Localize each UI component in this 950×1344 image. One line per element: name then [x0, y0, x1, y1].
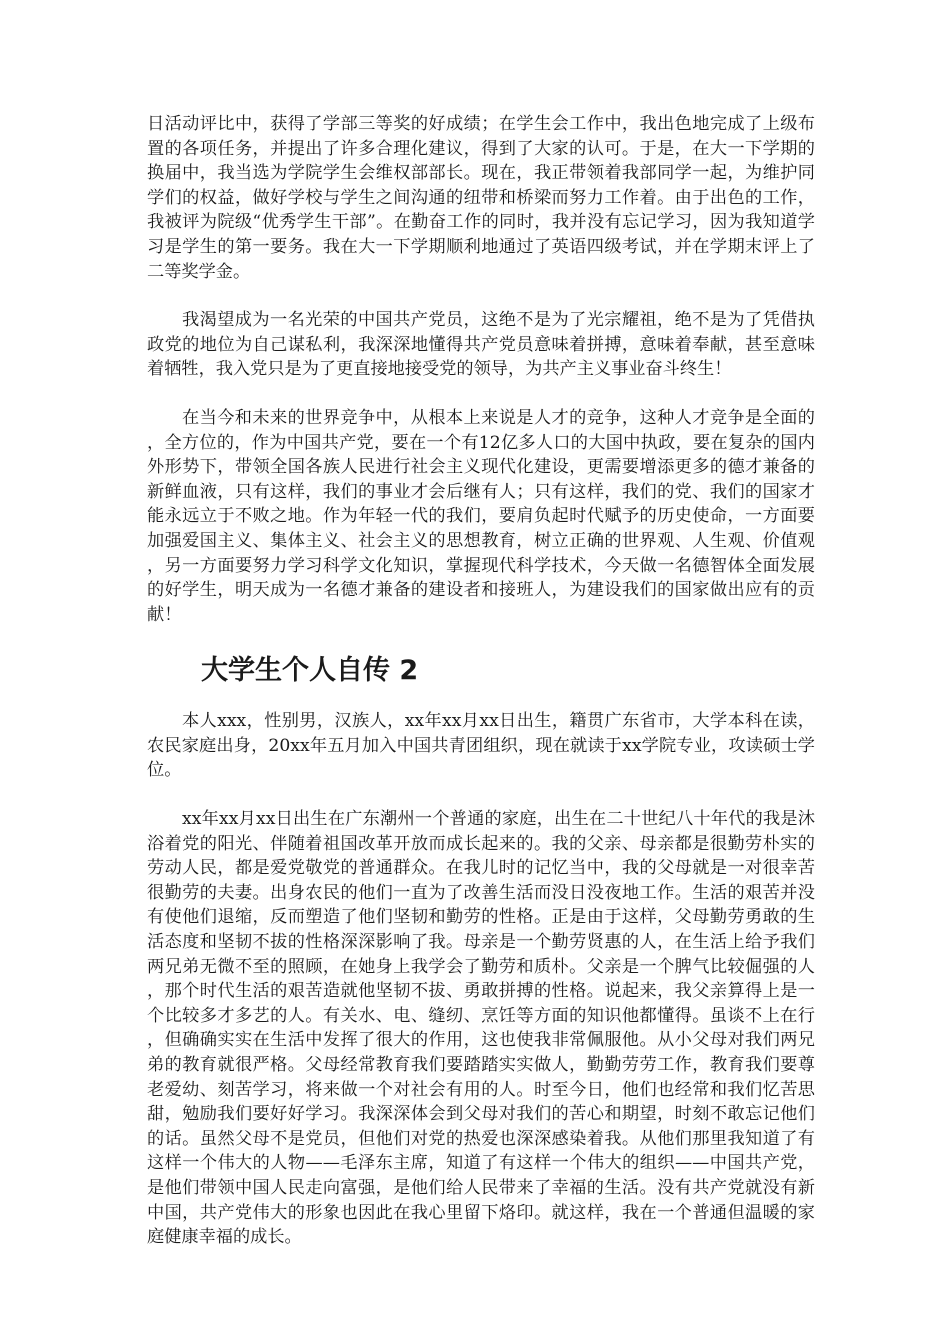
document-page: [147, 112, 815, 1274]
paragraph-continued-activities: 日活动评比中，获得了学部三等奖的好成绩；在学生会工作中，我出色地完成了上级布置的各项任务，并提出了许多合理化建议，得到了大家的认可。于是，在大一下学期的换届中，我当选为学院学生会维权部部长。现在，我正带领着我部同学一起，为维护同学们的权益，做好学校与学生之间沟通的纽带和桥梁而努力工作着。由于出色的工作，我被评为院级“优秀学生干部”。在勤奋工作的同时，我并没有忘记学习，因为我知道学习是学生的第一要务。我在大一下学期顺利地通过了英语四级考试，并在学期末评上了二等奖学金。: [147, 114, 815, 282]
paragraph-talent-competition: 在当今和未来的世界竞争中，从根本上来说是人才的竞争，这种人才竞争是全面的，全方位的，作为中国共产党，要在一个有12亿多人口的大国中执政，要在复杂的国内外形势下，带领全国各族人民进行社会主义现代化建设，更需要增添更多的德才兼备的新鲜血液，只有这样，我们的事业才会后继有人；只有这样，我们的党、我们的国家才能永远立于不败之地。作为年轻一代的我们，要肩负起时代赋予的历史使命，一方面要加强爱国主义、集体主义、社会主义的思想教育，树立正确的世界观、人生观、价值观，另一方面要努力学习科学文化知识，掌握现代科学技术，今天做一名德智体全面发展的好学生，明天成为一名德才兼备的建设者和接班人，为建设我们的国家做出应有的贡献！: [147, 407, 815, 625]
paragraph-personal-info: 本人xxx，性别男，汉族人，xx年xx月xx日出生，籍贯广东省市，大学本科在读，农民家庭出身，20xx年五月加入中国共青团组织，现在就读于xx学院专业，攻读硕士学位。: [147, 711, 815, 781]
paragraph-family-background: xx年xx月xx日出生在广东潮州一个普通的家庭，出生在二十世纪八十年代的我是沐浴着党的阳光、伴随着祖国改革开放而成长起来的。我的父亲、母亲都是很勤劳朴实的劳动人民，都是爱党敬党的普通群众。在我儿时的记忆当中，我的父母就是一对很幸苦很勤劳的夫妻。出身农民的他们一直为了改善生活而没日没夜地工作。生活的艰苦并没有使他们退缩，反而塑造了他们坚韧和勤劳的性格。正是由于这样，父母勤劳勇敢的生活态度和坚韧不拔的性格深深影响了我。母亲是一个勤劳贤惠的人，在生活上给予我们两兄弟无微不至的照顾，在她身上我学会了勤劳和质朴。父亲是一个脾气比较倔强的人，那个时代生活的艰苦造就他坚韧不拔、勇敢拼搏的性格。说起来，我父亲算得上是一个比较多才多艺的人。有关水、电、缝纫、烹饪等方面的知识他都懂得。虽谈不上在行，但确确实实在生活中发挥了很大的作用，这也使我非常佩服他。从小父母对我们两兄弟的教育就很严格。父母经常教育我们要踏踏实实做人，勤勤劳劳工作，教育我们要尊老爱幼、刻苦学习，将来做一个对社会有用的人。时至今日，他们也经常和我们忆苦思甜，勉励我们要好好学习。我深深体会到父母对我们的苦心和期望，时刻不敢忘记他们的话。虽然父母不是党员，但他们对党的热爱也深深感染着我。从他们那里我知道了有这样一个伟大的人物——毛泽东主席，知道了有这样一个伟大的组织——中国共产党，是他们带领中国人民走向富强，是他们给人民带来了幸福的生活。没有共产党就没有新中国，共产党伟大的形象也因此在我心里留下烙印。就这样，我在一个普通但温暖的家庭健康幸福的成长。: [147, 809, 815, 1248]
section-heading: 大学生个人自传 2: [201, 655, 419, 687]
paragraph-party-aspiration: 我渴望成为一名光荣的中国共产党员，这绝不是为了光宗耀祖，绝不是为了凭借执政党的地位为自己谋私利，我深深地懂得共产党员意味着拼搏，意味着奉献，甚至意味着牺牲，我入党只是为了更直接地接受党的领导，为共产主义事业奋斗终生！: [147, 310, 815, 380]
